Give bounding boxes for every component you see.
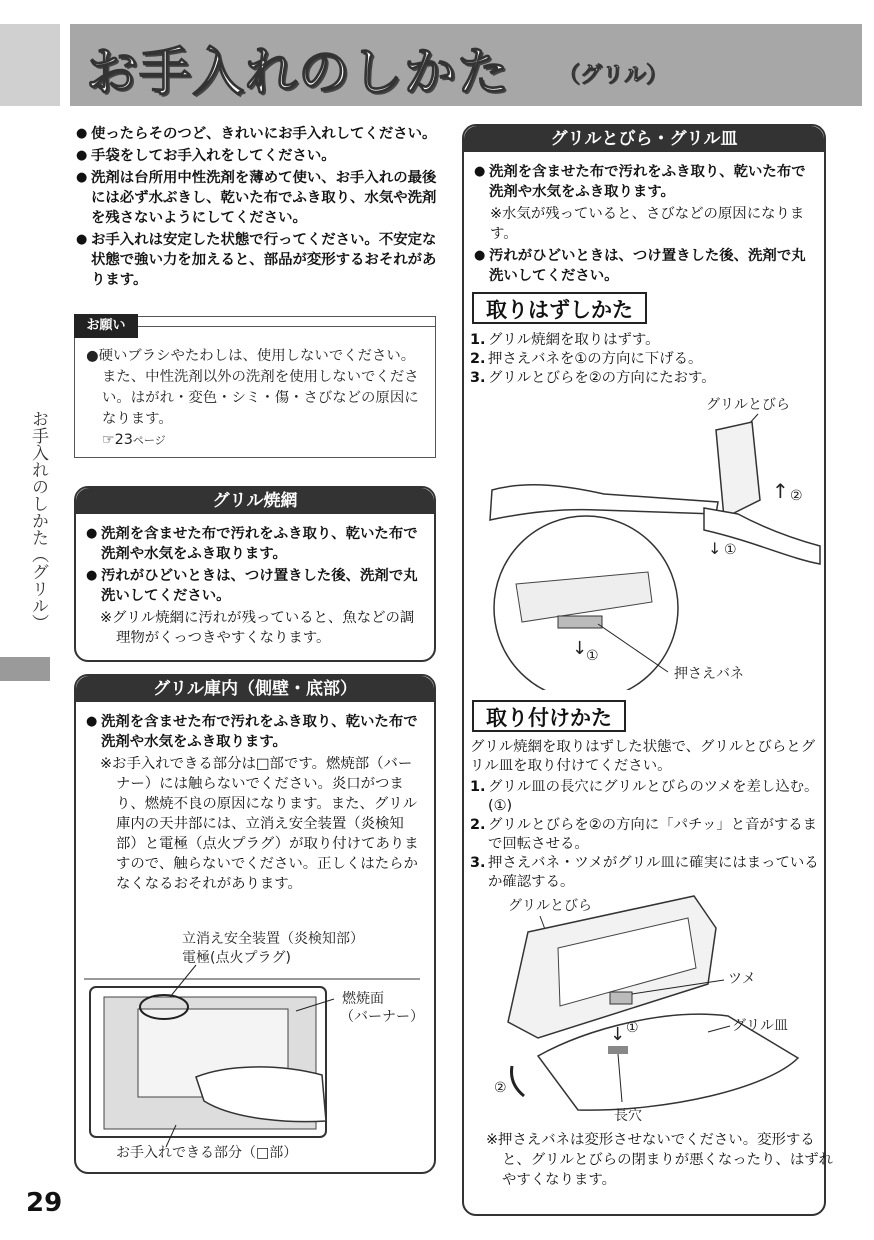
general-note: ● 使ったらそのつど、きれいにお手入れしてください。 bbox=[76, 124, 438, 144]
electrode-label: 電極(点火プラグ) bbox=[182, 950, 291, 966]
step-text: グリル焼網を取りはずす。 bbox=[488, 332, 660, 348]
slot-drawing bbox=[608, 1046, 628, 1054]
attach-title: 取り付けかた bbox=[472, 700, 626, 732]
attach-dir1-label: ① bbox=[626, 1020, 639, 1036]
attach-step bbox=[470, 778, 820, 816]
down-arrow-icon: ↓ bbox=[708, 539, 722, 558]
grill-net-title: グリル焼網 bbox=[76, 488, 434, 514]
burner-label-1: 燃焼面 bbox=[342, 991, 384, 1007]
detail-down-arrow-icon: ↓ bbox=[572, 638, 588, 659]
dir2-label: ② bbox=[790, 488, 803, 504]
attach-note: ※押さえバネは変形させないでください。変形すると、グリルとびらの閉まりが悪くなったり、はずれやすくなります。 bbox=[486, 1132, 833, 1188]
request-body bbox=[86, 346, 428, 451]
attach-intro: グリル焼網を取りはずした状態で、グリルとびらとグリル皿を取り付けてください。 bbox=[470, 739, 816, 774]
spring-label: 押さえバネ bbox=[674, 666, 744, 682]
request-ref bbox=[86, 430, 428, 451]
claw-drawing bbox=[610, 992, 632, 1004]
step-number: 3. bbox=[470, 370, 486, 386]
removal-steps bbox=[470, 331, 820, 388]
grill-net-item: ● 洗剤を含ませた布で汚れをふき取り、乾いた布で洗剤や水気をふき取ります。 bbox=[86, 524, 424, 564]
grill-door-note: ※水気が残っていると、さびなどの原因になります。 bbox=[490, 206, 805, 242]
step-text: 押さえバネ・ツメがグリル皿に確実にはまっているか確認する。 bbox=[488, 855, 819, 890]
step-text: グリルとびらを②の方向にたおす。 bbox=[488, 370, 716, 386]
general-note: ● 洗剤は台所用中性洗剤を薄めて使い、お手入れの最後には必ず水ぶきし、乾いた布でふき取り、水気や洗剤を残さないようにしてください。 bbox=[76, 168, 438, 228]
door-label: グリルとびら bbox=[706, 397, 790, 413]
door-drawing bbox=[716, 422, 760, 518]
removal-step bbox=[470, 369, 820, 388]
side-index-label: お手入れのしかた（グリル） bbox=[28, 410, 48, 631]
burner-label-2: （バーナー） bbox=[340, 1009, 424, 1025]
detail-dir1-label: ① bbox=[586, 648, 599, 664]
attach-step bbox=[470, 854, 820, 892]
tray-label: グリル皿 bbox=[732, 1018, 788, 1034]
page-subtitle: （グリル） bbox=[558, 63, 669, 88]
grill-door-item: ● 汚れがひどいときは、つけ置きした後、洗剤で丸洗いしてください。 bbox=[474, 246, 816, 286]
grill-door-item: ● 洗剤を含ませた布で汚れをふき取り、乾いた布で洗剤や水気をふき取ります。 bbox=[474, 162, 816, 202]
slot-label: 長穴 bbox=[614, 1108, 642, 1124]
sensor-label: 立消え安全装置（炎検知部） bbox=[182, 931, 364, 947]
insert-arrow-icon: ↓ bbox=[610, 1024, 626, 1045]
removal-step bbox=[470, 350, 820, 369]
spring-detail bbox=[558, 616, 602, 628]
request-text-content: 硬いブラシやたわしは、使用しないでください。また、中性洗剤以外の洗剤を使用しないでください。はがれ・変色・シミ・傷・さびなどの原因になります。 bbox=[98, 348, 419, 427]
general-note: ● お手入れは安定した状態で行ってください。不安定な状態で強い力を加えると、部品が変形するおそれがあります。 bbox=[76, 230, 438, 290]
attach-step bbox=[470, 816, 820, 854]
general-note: ● 手袋をしてお手入れをしてください。 bbox=[76, 146, 438, 166]
removal-figure bbox=[468, 390, 824, 690]
step-number: 1. bbox=[470, 332, 486, 348]
step-number: 3. bbox=[470, 855, 486, 871]
request-box-divider bbox=[138, 326, 436, 327]
pointing-hand-icon: ☞ bbox=[102, 432, 115, 448]
grill-interior-title: グリル庫内（側壁・底部） bbox=[76, 676, 434, 702]
removal-title: 取りはずしかた bbox=[472, 292, 647, 324]
step-number: 1. bbox=[470, 779, 486, 795]
page-number: 29 bbox=[26, 1188, 63, 1218]
rotate-arrow-icon: ↑ bbox=[772, 479, 789, 503]
step-text: グリルとびらを②の方向に「パチッ」と音がするまで回転させる。 bbox=[488, 817, 818, 852]
step-text: グリル皿の長穴にグリルとびらのツメを差し込む。(①) bbox=[488, 779, 819, 814]
attach-steps bbox=[470, 778, 820, 892]
rotate-arrow-icon bbox=[512, 1066, 525, 1096]
step-number: 2. bbox=[470, 351, 486, 367]
grill-interior-note: ※お手入れできる部分は□部です。燃焼部（バーナー）には触らないでください。炎口がつまり、燃焼不良の原因になります。また、グリル庫内の天井部には、立消え安全装置（炎検知部）と電極（点火プラグ）が取り付けてありますので、触らないでください。正しくはたらかなくなるおそれがあります。 bbox=[100, 756, 419, 892]
step-number: 2. bbox=[470, 817, 486, 833]
grill-net-item: ● 汚れがひどいときは、つけ置きした後、洗剤で丸洗いしてください。 bbox=[86, 566, 424, 606]
grill-interior-figure bbox=[76, 925, 434, 1165]
grill-interior-item: ● 洗剤を含ませた布で汚れをふき取り、乾いた布で洗剤や水気をふき取ります。 bbox=[86, 712, 424, 752]
side-index-marker bbox=[0, 657, 50, 681]
cleanable-label: お手入れできる部分（□部） bbox=[116, 1145, 298, 1161]
title-side-tab bbox=[0, 24, 60, 106]
removal-step bbox=[470, 331, 820, 350]
dir1-label: ① bbox=[724, 542, 737, 558]
left-hand-drawing bbox=[490, 485, 718, 520]
page-title: お手入れのしかた bbox=[86, 43, 511, 103]
claw-label: ツメ bbox=[728, 971, 756, 987]
attach-figure bbox=[468, 888, 824, 1128]
attach-door-label: グリルとびら bbox=[508, 898, 592, 914]
general-notes bbox=[76, 124, 438, 292]
request-text: ●硬いブラシやたわしは、使用しないでください。また、中性洗剤以外の洗剤を使用しないでください。はがれ・変色・シミ・傷・さびなどの原因になります。 bbox=[86, 348, 419, 427]
request-tag: お願い bbox=[74, 314, 138, 338]
step-text: 押さえバネを①の方向に下げる。 bbox=[488, 351, 703, 367]
attach-dir2-label: ② bbox=[494, 1080, 507, 1096]
request-ref-unit: ページ bbox=[132, 434, 166, 447]
request-ref-page: 23 bbox=[114, 432, 133, 448]
grill-net-note: ※グリル焼網に汚れが残っていると、魚などの調理物がくっつきやすくなります。 bbox=[100, 610, 415, 646]
grill-net-panel bbox=[74, 486, 436, 662]
grill-door-title: グリルとびら・グリル皿 bbox=[464, 126, 824, 152]
